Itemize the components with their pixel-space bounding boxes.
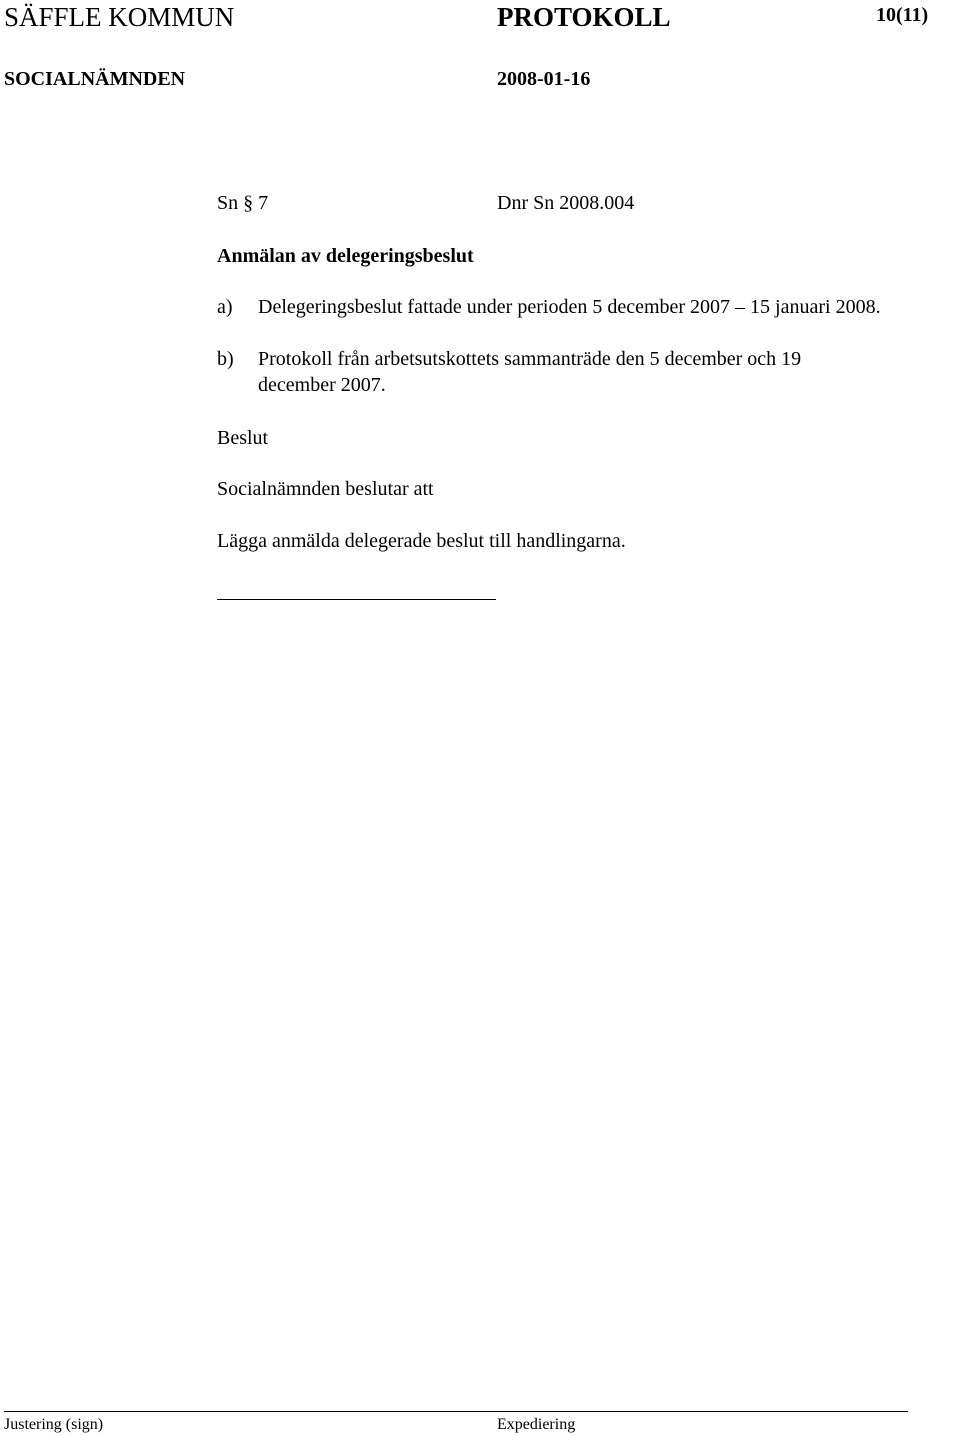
item-b-letter: b) xyxy=(217,348,234,370)
footer-divider xyxy=(4,1411,908,1412)
expediering-label: Expediering xyxy=(497,1416,576,1433)
department-name: SOCIALNÄMNDEN xyxy=(4,68,186,90)
item-a-text: Delegeringsbeslut fattade under perioden 5 december 2007 – 15 januari 2008. xyxy=(258,296,881,318)
page-number: 10(11) xyxy=(876,4,929,26)
document-type: PROTOKOLL xyxy=(497,2,671,32)
decision-text: Lägga anmälda delegerade beslut till handlingarna. xyxy=(217,530,626,552)
section-end-rule xyxy=(217,599,496,600)
item-b-text-line-1: Protokoll från arbetsutskottets sammanträde den 5 december och 19 xyxy=(258,348,802,370)
justering-label: Justering (sign) xyxy=(4,1416,104,1433)
decision-intro: Socialnämnden beslutar att xyxy=(217,478,434,500)
item-b-text-line-2: december 2007. xyxy=(258,374,386,396)
item-a-letter: a) xyxy=(217,296,233,318)
organization-name: SÄFFLE KOMMUN xyxy=(4,2,235,32)
diary-number: Dnr Sn 2008.004 xyxy=(497,192,635,214)
beslut-label: Beslut xyxy=(217,427,269,449)
meeting-date: 2008-01-16 xyxy=(497,68,591,90)
paragraph-number: Sn § 7 xyxy=(217,192,269,214)
section-heading: Anmälan av delegeringsbeslut xyxy=(217,245,474,267)
